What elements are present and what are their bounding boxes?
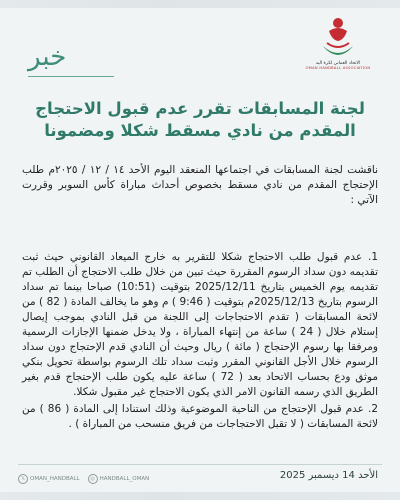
social-handles [18,474,149,484]
x-icon: 𝕏 [18,474,28,484]
footer-divider [18,464,382,465]
logo-name-en: OMAN HANDBALL ASSOCIATION [305,66,371,70]
brand-underline [28,76,114,77]
header [0,12,400,82]
handball-player-icon [317,16,359,60]
footer [0,464,400,488]
instagram-icon: ◎ [88,474,98,484]
x-handle: OMAN_HANDBALL [30,476,80,482]
social-x[interactable] [18,474,80,484]
post-date: الأحد 14 ديسمبر 2025 [279,470,378,481]
association-logo [292,16,384,88]
brand-word: خبر [28,42,67,72]
intro-paragraph: ناقشت لجنة المسابقات في اجتماعها المنعقد اليوم الأحد ١٤ / ١٢ / ٢٠٢٥م طلب الإحتجاج المقدم من نادي مسقط بخصوص أحداث مباراة كأس السوبر وقررت الآتي : [22,164,378,206]
top-border [0,0,400,8]
bottom-border [0,492,400,500]
instagram-handle: HANDBALL_OMAN [99,476,150,482]
social-instagram[interactable] [88,474,150,484]
decision-paragraph-1: 1. عدم قبول طلب الاحتجاج شكلا للتقرير به خارج الميعاد القانوني حيث ثبت تقديمه دون سداد الرسوم المقررة حيث تبين من خلال طلب الاحتجاج أن الطلب تم تقديمه يوم الخميس بتاريخ 2025/12/11 بتوقيت (10:51) صباحا بينما تم سداد الرسوم بتاريخ 2025/12/13م بتوقيت ( 9:46 ) م وهو ما يخالف المادة ( 82 ) من لائحة المسابقات ( تقدم الاحتجاجات إلى اللجنة من قبل النادي بموجب إيصال إستلام خلال ( 24 ) ساعة من إنتهاء المباراة ، ولا يدخل ضمنها الإجازات الرسمية ومرفقا بها رسوم الإحتجاج ( مائة ) ريال وحيث أن النادي قدم الإحتجاج دون سداد الرسوم خلال الأجل القانوني المقرر وثبت سداد تلك الرسوم بواسطة تحويل بنكي موثق ودع بحساب الاتحاد بعد ( 72 ) ساعة عليه يكون طلب الإحتجاج قدم بغير الطريق الذي رسمه القانون الامر الذي يكون الاحتجاج غير مقبول شكلا. [22,251,379,398]
news-title: لجنة المسابقات تقرر عدم قبول الاحتجاج المقدم من نادي مسقط شكلا ومضمونا [35,99,365,140]
decision-paragraph-2: 2. عدم قبول الإحتجاج من الناحية الموضوعية وذلك استنادا إلى المادة ( 86 ) من لائحة المسابقات ( لا تقبل الاحتجاجات من فريق منسحب من المباراة ) . [22,403,378,430]
logo-name-ar: الاتحاد العماني لكرة اليد [315,61,361,66]
